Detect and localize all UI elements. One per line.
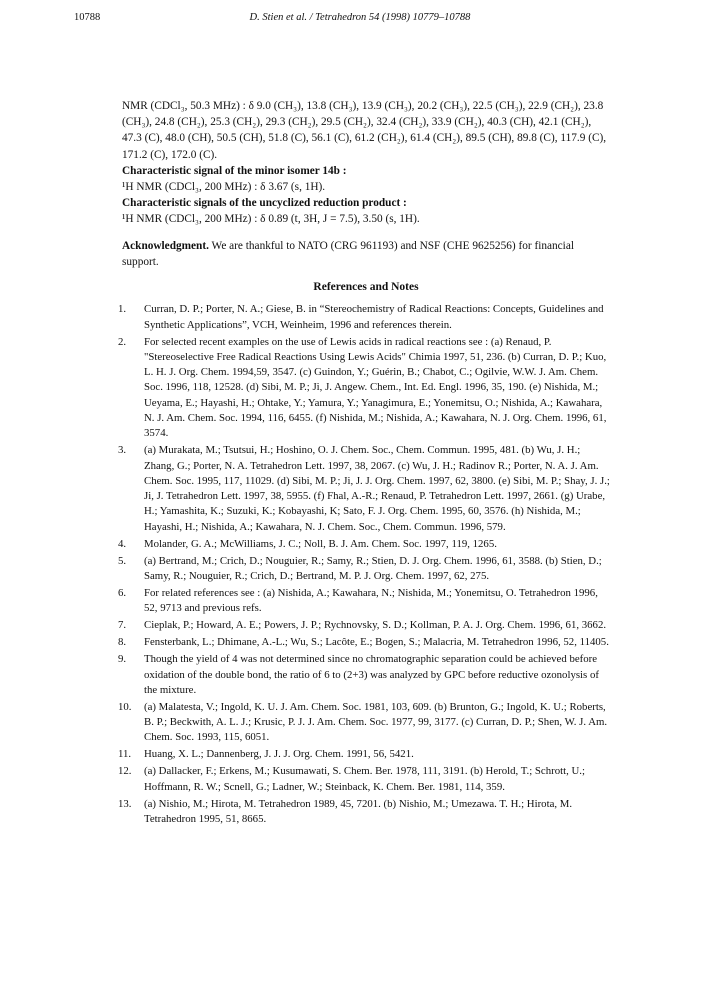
reference-text: For selected recent examples on the use of Lewis acids in radical reactions see : (a) Renaud, P. "Stereoselective Free Radical Reactions Using Lewis Acids" Chimia 1997, 51, 236. (b) Curran, D. P.; Kuo, L. H. J. Org. Chem. 1994,59, 3547. (c) Guindon, Y.; Guérin, B.; Chabot, C.; Ogilvie, W.W. J. Am. Chem. Soc. 1996, 118, 12528. (d) Sibi, M. P.; Ji, J. Angew. Chem., Int. Ed. Engl. 1996, 35, 190. (e) Nishida, M.; Ueyama, E.; Hayashi, H.; Ohtake, Y.; Yamura, Y.; Yanagimura, E.; Yonemitsu, O.; Nishida, A.; Kawahara, N. J. Am. Chem. Soc. 1994, 116, 6455. (f) Nishida, M.; Nishida, A.; Kawahara, N. J. Org. Chem. 1996, 61, 3574. bbox=[144, 335, 607, 440]
reference-text: (a) Nishio, M.; Hirota, M. Tetrahedron 1989, 45, 7201. (b) Nishio, M.; Umezawa. T. H.; Hirota, M. Tetrahedron 1995, 51, 8665. bbox=[144, 797, 573, 825]
reference-text: (a) Dallacker, F.; Erkens, M.; Kusumawati, S. Chem. Ber. 1978, 111, 3191. (b) Herold, T.; Schrott, U.; Hoffmann, R. W.; Scnell, G.; Ladner, W.; Steinback, K. Chem. Ber. 1981, 114, 359. bbox=[144, 765, 586, 793]
reference-item bbox=[118, 700, 610, 746]
reference-number: 7. bbox=[118, 619, 127, 632]
acknowledgment-text: We are thankful to NATO (CRG 961193) and NSF (CHE 9625256) for financial support. bbox=[122, 239, 574, 268]
reference-item bbox=[118, 618, 610, 633]
uncyclized-heading: Characteristic signals of the uncyclized reduction product : bbox=[122, 197, 407, 210]
reference-item bbox=[118, 652, 610, 698]
reference-number: 10. bbox=[118, 700, 132, 713]
page-number: 10788 bbox=[74, 12, 101, 23]
reference-item bbox=[118, 335, 610, 442]
minor-isomer-heading: Characteristic signal of the minor isomer 14b : bbox=[122, 164, 347, 177]
reference-text: Huang, X. L.; Dannenberg, J. J. J. Org. Chem. 1991, 56, 5421. bbox=[144, 748, 414, 761]
reference-number: 11. bbox=[118, 748, 132, 761]
reference-number: 6. bbox=[118, 587, 127, 600]
references-title: References and Notes bbox=[313, 281, 419, 294]
reference-number: 3. bbox=[118, 444, 127, 457]
reference-number: 13. bbox=[118, 797, 132, 810]
reference-text: (a) Murakata, M.; Tsutsui, H.; Hoshino, O. J. Chem. Soc., Chem. Commun. 1995, 481. (b) Wu, J. H.; Zhang, G.; Porter, N. A. Tetrahedron Lett. 1997, 38, 2067. (c) Wu, J. H.; Radinov R.; Porter, N. A. J. Am. Chem. Soc. 1995, 117, 11029. (d) Sibi, M. P.; Ji, J. J. Org. Chem. 1997, 62, 3800. (e) Sibi, M. P.; Shay, J. J.; Ji, J. Tetrahedron Lett. 1997, 38, 5955. (f) Fhal, A.-R.; Renaud, P. Tetrahedron Lett. 1997, 2661. (g) Urabe, H.; Yamashita, K.; Suzuki, K.; Kobayashi, K; Sato, F. J. Org. Chem. 1995, 60, 3576. (h) Nishida, M.; Hayashi, H.; Nishida, A.; Kawahara, N. J. Chem. Soc., Chem. Commun. 1996, 579. bbox=[144, 444, 610, 533]
reference-item bbox=[118, 443, 610, 535]
running-title: D. Stien et al. / Tetrahedron 54 (1998) 10779–10788 bbox=[249, 12, 471, 23]
reference-number: 1. bbox=[118, 303, 127, 316]
reference-text: For related references see : (a) Nishida, A.; Kawahara, N.; Nishida, M.; Yonemitsu, O. Tetrahedron 1996, 52, 9713 and previous refs. bbox=[144, 587, 598, 615]
reference-number: 4. bbox=[118, 537, 127, 550]
minor-isomer-nmr: ¹H NMR (CDCl₃, 200 MHz) : δ 3.67 (s, 1H). bbox=[122, 181, 326, 194]
reference-text: (a) Bertrand, M.; Crich, D.; Nouguier, R.; Samy, R.; Stien, D. J. Org. Chem. 1996, 61, 3588. (b) Stien, D.; Samy, R.; Nouguier, R.; Crich, D.; Bertrand, M. P. J. Org. Chem. 1997, 62, 275. bbox=[144, 554, 602, 583]
reference-text: (a) Malatesta, V.; Ingold, K. U. J. Am. Chem. Soc. 1981, 103, 609. (b) Brunton, G.; Ingold, K. U.; Roberts, B. P.; Beckwith, A. L. J.; Krusic, P. J. J. Am. Chem. Soc. 1977, 99, 3177. (c) Curran, D. P.; Shen, W. J. Am. Chem. Soc. 1993, 115, 6051. bbox=[144, 700, 608, 744]
reference-number: 8. bbox=[118, 636, 127, 649]
nmr-c13-data: NMR (CDCl₃, 50.3 MHz) : δ 9.0 (CH₃), 13.8 (CH₃), 13.9 (CH₃), 20.2 (CH₃), 22.5 (CH₃), 22.9 (CH₂), 23.8 (CH₃), 24.8 (CH₂), 25.3 (CH₂), 29.3 (CH₂), 29.5 (CH₂), 32.4 (CH₂), 33.9 (CH₂), 40.3 (CH), 42.1 (CH₂), 47.3 (C), 48.0 (CH), 50.5 (CH), 51.8 (C), 56.1 (C), 61.2 (CH₂), 61.4 (CH₂), 89.5 (CH), 89.8 (C), 117.9 (C), 171.2 (C), 172.0 (C). bbox=[122, 100, 607, 161]
reference-item bbox=[118, 302, 610, 333]
reference-text: Though the yield of 4 was not determined since no chromatographic separation could be achieved before oxidation of the double bond, the ratio of 6 to (2+3) was analyzed by GPC before reductive ozonolysis of the mixture. bbox=[144, 653, 599, 696]
uncyclized-nmr: ¹H NMR (CDCl₃, 200 MHz) : δ 0.89 (t, 3H, J = 7.5), 3.50 (s, 1H). bbox=[122, 213, 420, 226]
references-list bbox=[118, 302, 610, 827]
reference-text: Molander, G. A.; McWilliams, J. C.; Noll, B. J. Am. Chem. Soc. 1997, 119, 1265. bbox=[144, 537, 497, 550]
page-header bbox=[74, 12, 646, 28]
acknowledgment-label: Acknowledgment. bbox=[122, 239, 209, 252]
reference-item bbox=[118, 554, 610, 585]
reference-item bbox=[118, 635, 610, 650]
reference-number: 9. bbox=[118, 653, 127, 666]
reference-text: Cieplak, P.; Howard, A. E.; Powers, J. P.; Rychnovsky, S. D.; Kollman, P. A. J. Org. Chem. 1996, 61, 3662. bbox=[144, 619, 607, 632]
acknowledgment bbox=[122, 238, 610, 270]
reference-item bbox=[118, 797, 610, 828]
reference-item bbox=[118, 747, 610, 762]
spacer bbox=[122, 228, 610, 238]
reference-number: 12. bbox=[118, 765, 132, 778]
reference-number: 5. bbox=[118, 554, 127, 567]
reference-number: 2. bbox=[118, 335, 127, 348]
reference-item bbox=[118, 537, 610, 552]
reference-item bbox=[118, 764, 610, 795]
reference-item bbox=[118, 586, 610, 617]
page-body bbox=[118, 98, 610, 829]
reference-text: Fensterbank, L.; Dhimane, A.-L.; Wu, S.; Lacôte, E.; Bogen, S.; Malacria, M. Tetrahedron 1996, 52, 11405. bbox=[144, 636, 609, 649]
reference-text: Curran, D. P.; Porter, N. A.; Giese, B. in “Stereochemistry of Radical Reactions: Concepts, Guidelines and Synthetic Applications”, VCH, Weinheim, 1996 and references therein. bbox=[144, 303, 604, 331]
